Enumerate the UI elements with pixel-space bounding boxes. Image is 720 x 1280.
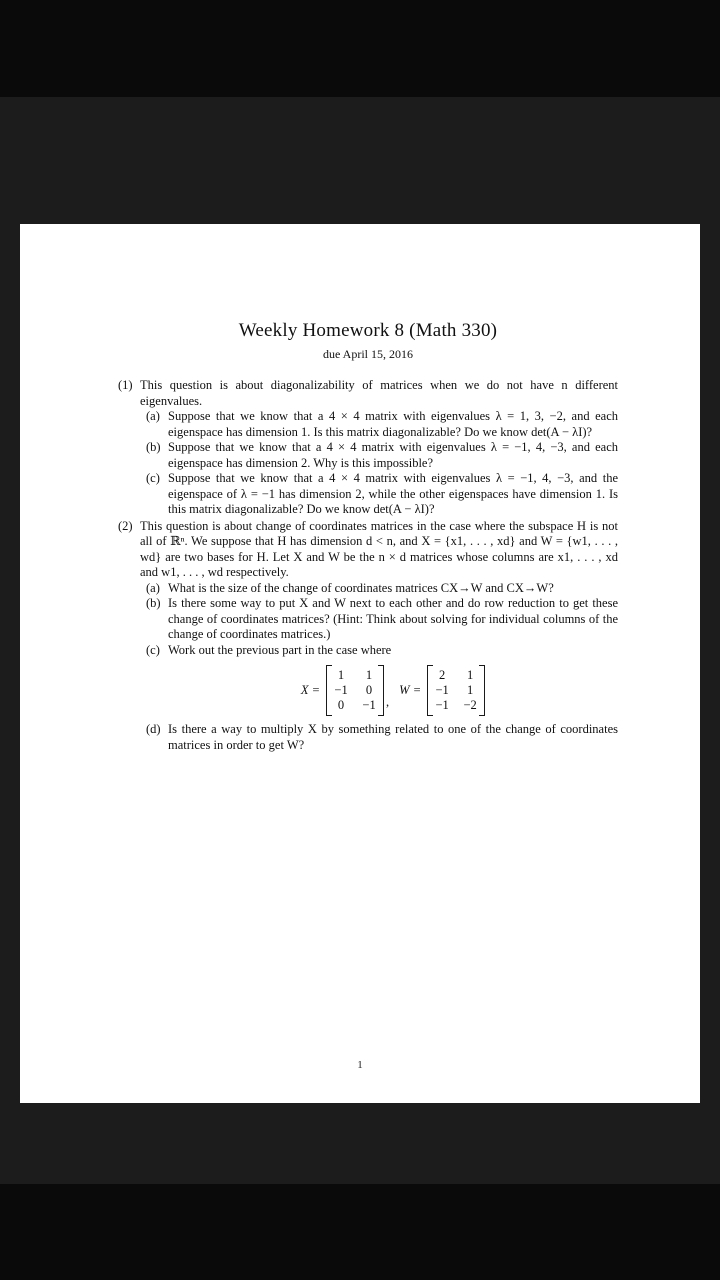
problem-body	[140, 378, 618, 518]
due-date: due April 15, 2016	[323, 347, 413, 361]
part-text: Suppose that we know that a 4 × 4 matrix with eigenvalues λ = −1, 4, −3, and the eigenspace of λ = −1 has dimension 2, while the other eigenspaces have dimension 1. Is this matrix diagonalizable? Do we know det(A − λI)?	[168, 471, 618, 516]
bottom-letterbox-band	[0, 1184, 720, 1280]
matrix-cell: 1	[365, 668, 373, 682]
problem-1-part-c	[146, 471, 618, 518]
problem-body	[140, 519, 618, 754]
problem-number: (1)	[118, 378, 133, 392]
document-title: Weekly Homework 8 (Math 330)	[238, 320, 498, 341]
matrix-cell: −1	[362, 698, 376, 712]
problem-2-part-b	[146, 596, 618, 643]
part-label: (c)	[146, 642, 160, 657]
part-text: Is there a way to multiply X by something related to one of the change of coordinates matrices in order to get W?	[168, 722, 618, 752]
problem-intro: This question is about diagonalizability of matrices when we do not have n different eigenvalues.	[140, 378, 618, 408]
matrix-cell: 0	[365, 683, 373, 697]
part-label: (c)	[146, 471, 160, 485]
part-label: (a)	[146, 580, 160, 595]
matrix-cell: −1	[435, 698, 449, 712]
matrix-w	[427, 665, 485, 716]
part-text: Work out the previous part in the case where	[168, 642, 392, 657]
equation-comma: ,	[386, 694, 390, 709]
part-text: Suppose that we know that a 4 × 4 matrix with eigenvalues λ = −1, 4, −3, and each eigenspace has dimension 2. Why is this impossible?	[168, 440, 618, 470]
part-label: (b)	[146, 440, 161, 454]
part-body	[168, 643, 618, 723]
matrix-cell: 2	[439, 668, 446, 682]
matrix-equation	[168, 665, 618, 716]
matrix-w-label: W =	[399, 682, 422, 697]
problem-1-part-a	[146, 409, 618, 440]
problem-1	[118, 378, 618, 518]
problem-2-part-d	[146, 722, 618, 753]
part-text: Suppose that we know that a 4 × 4 matrix with eigenvalues λ = 1, 3, −2, and each eigenspace has dimension 1. Is this matrix diagonalizable? Do we know det(A − λI)?	[168, 409, 618, 439]
problem-1-part-b	[146, 440, 618, 471]
top-letterbox-band	[0, 0, 720, 97]
part-text: Is there some way to put X and W next to each other and do row reduction to get these change of coordinates matrices? (Hint: Think about solving for individual columns of the change of coordinates matrices.)	[168, 596, 618, 641]
matrix-cell: 1	[467, 668, 474, 682]
part-label: (a)	[146, 409, 160, 423]
matrix-cell: 0	[337, 698, 345, 712]
matrix-x-label: X =	[300, 682, 321, 697]
part-label: (d)	[146, 722, 161, 736]
matrix-cell: −1	[334, 683, 348, 697]
matrix-x	[326, 665, 384, 716]
page-number: 1	[357, 1059, 363, 1071]
problem-2-part-c	[146, 643, 618, 723]
matrix-cell: 1	[337, 668, 345, 682]
matrix-cell: −2	[463, 698, 477, 712]
document-page	[20, 224, 700, 1103]
part-text: What is the size of the change of coordinates matrices CX→W and CX→W?	[168, 580, 554, 595]
problem-2	[118, 519, 618, 754]
problem-number: (2)	[118, 518, 133, 533]
matrix-cell: 1	[467, 683, 474, 697]
part-label: (b)	[146, 596, 161, 610]
matrix-cell: −1	[435, 683, 449, 697]
problem-2-part-a	[146, 581, 618, 597]
problem-intro: This question is about change of coordinates matrices in the case where the subspace H is not all of ℝⁿ. We suppose that H has dimension d < n, and X = {x1, . . . , xd} and W = {w1, . . . , wd} are two bases for H. Let X and W be the n × d matrices whose columns are x1, . . . , xd and w1, . . . , wd respectively.	[140, 518, 618, 579]
